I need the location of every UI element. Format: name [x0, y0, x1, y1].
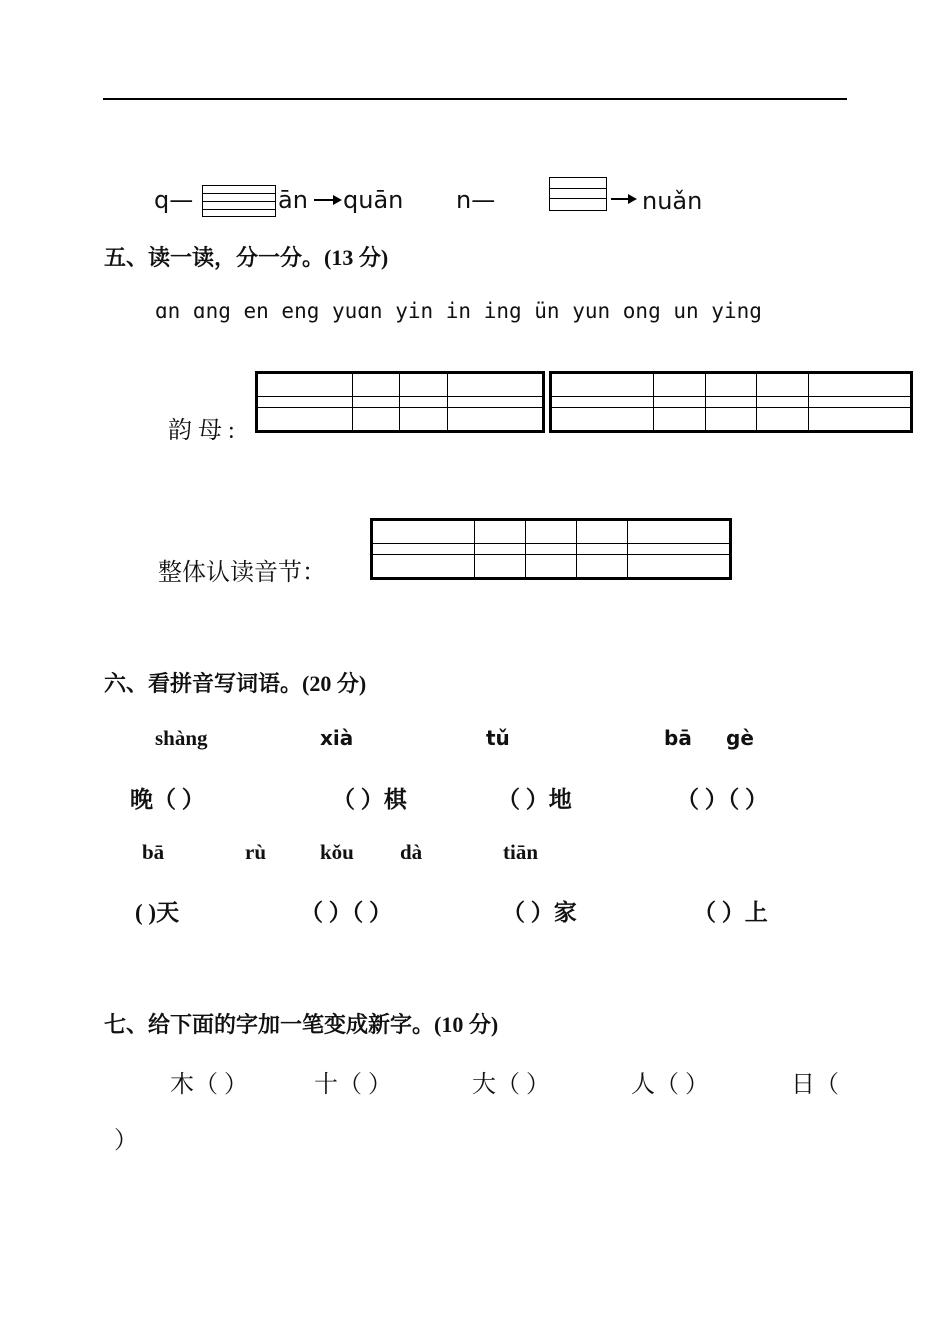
add-stroke-item-3: 大（ ） — [472, 1072, 550, 1098]
nuan-result: nuǎn — [642, 187, 703, 215]
an-suffix: ān — [278, 186, 308, 214]
add-stroke-wrap: ） — [114, 1128, 138, 1154]
pinyin-xia: xià — [320, 726, 354, 750]
pinyin-tu: tǔ — [486, 726, 510, 750]
section5-title: 五、读一读，分一分。(13 分) — [104, 245, 389, 270]
pinyin-ba2: bā — [142, 840, 165, 864]
yunmu-grid-right — [549, 371, 913, 433]
word-blank-7: （ ）家 — [502, 900, 577, 925]
section7-title: 七、给下面的字加一笔变成新字。(10 分) — [104, 1012, 499, 1037]
arrow-icon — [314, 199, 340, 201]
add-stroke-item-1: 木（ ） — [170, 1072, 248, 1098]
zhengti-label: 整体认读音节： — [158, 560, 326, 586]
n-prefix: n— — [456, 186, 496, 214]
q-prefix: q— — [154, 186, 194, 214]
four-line-box-1 — [202, 185, 276, 217]
pinyin-ru: rù — [245, 840, 266, 864]
pinyin-list: ɑn ɑng en eng yuɑn yin in ing ün yun ong un ying — [155, 299, 762, 323]
pinyin-ge: gè — [726, 726, 754, 750]
word-blank-3: （ ）地 — [497, 787, 572, 812]
word-blank-6: （ ）（ ） — [300, 900, 392, 925]
pinyin-tian: tiān — [503, 840, 539, 864]
word-blank-4: （ ）（ ） — [676, 787, 768, 812]
yunmu-grid-left — [255, 371, 545, 433]
zhengti-grid — [370, 518, 732, 580]
quan-result: quān — [343, 186, 404, 214]
arrow-icon — [611, 198, 635, 200]
section6-title: 六、看拼音写词语。(20 分) — [104, 671, 367, 696]
yunmu-label: 韵 母 : — [168, 418, 235, 444]
pinyin-ba: bā — [664, 726, 692, 750]
add-stroke-item-5: 日（ — [791, 1072, 839, 1098]
pinyin-shang: shàng — [155, 726, 208, 750]
pinyin-kou: kǒu — [320, 840, 354, 864]
pinyin-da: dà — [400, 840, 423, 864]
word-blank-8: （ ）上 — [693, 900, 768, 925]
add-stroke-item-2: 十（ ） — [314, 1072, 392, 1098]
four-line-box-2 — [549, 177, 607, 211]
header-rule — [103, 98, 847, 100]
word-blank-5: ( )天 — [135, 900, 180, 925]
word-blank-2: （ ）棋 — [332, 787, 407, 812]
word-blank-1: 晚（ ） — [130, 787, 205, 812]
add-stroke-item-4: 人（ ） — [631, 1072, 709, 1098]
